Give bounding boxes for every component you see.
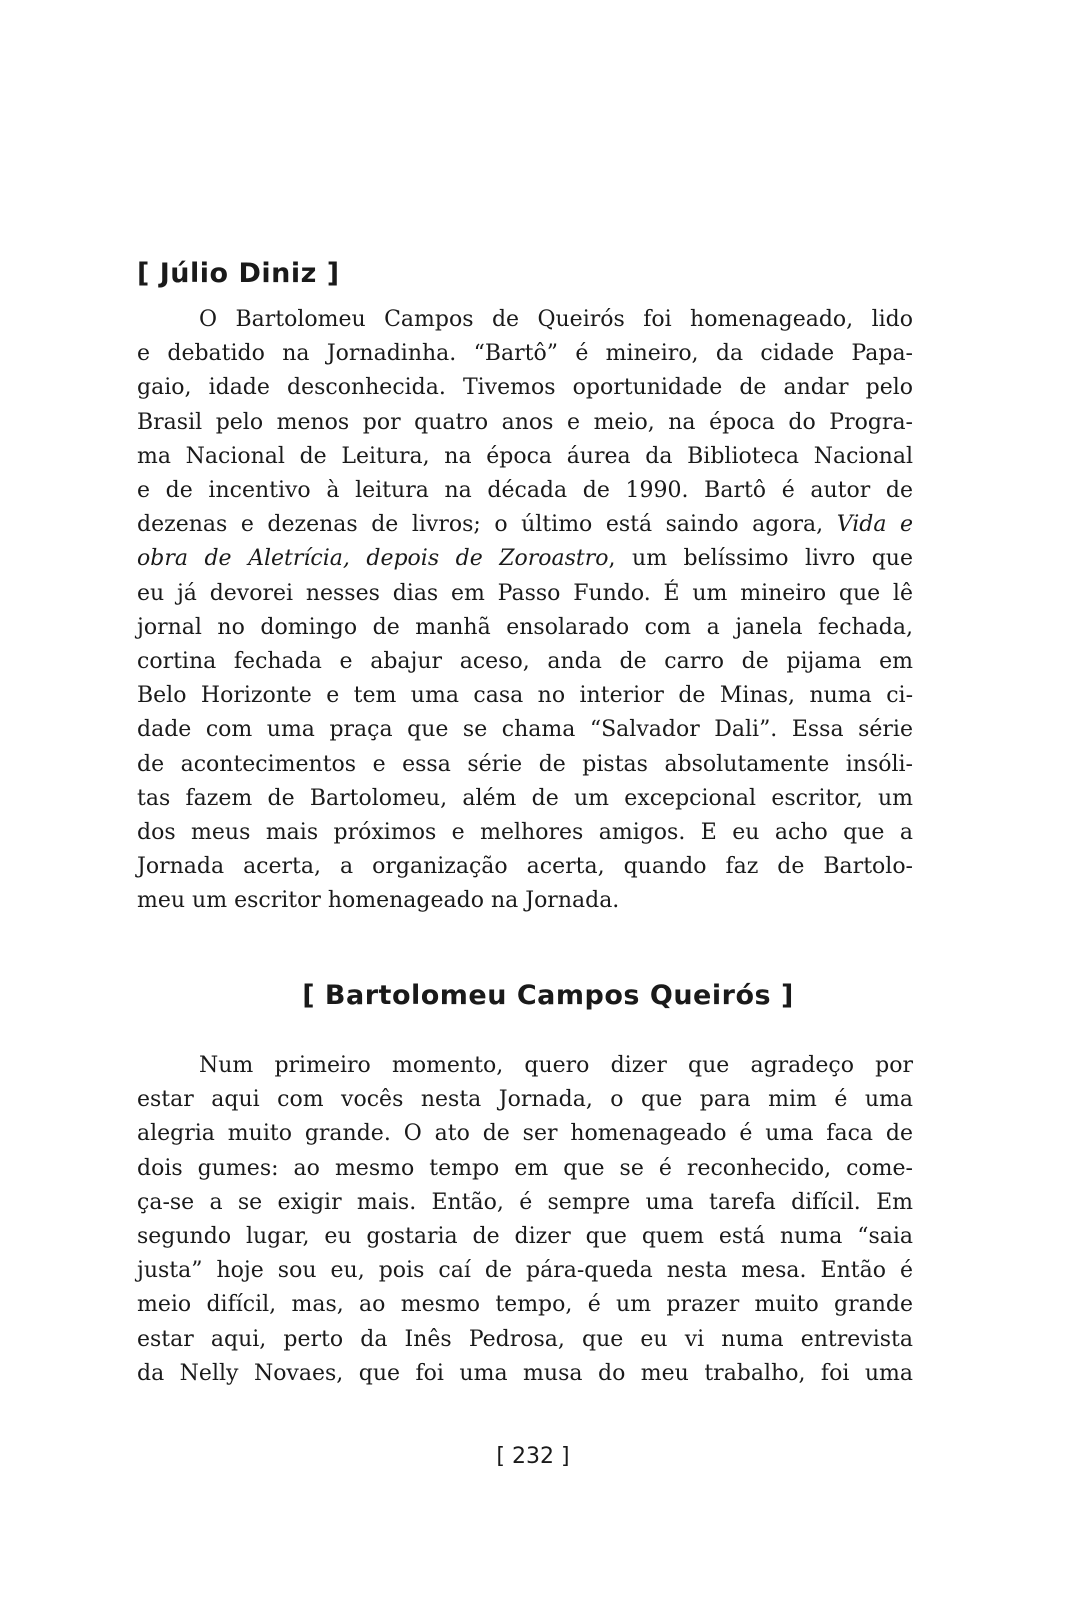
- speaker-heading-bartolomeu: [ Bartolomeu Campos Queirós ]: [302, 980, 794, 1011]
- text-line-with-title: [137, 542, 913, 576]
- text-line: justa” hoje sou eu, pois caí de pára-queda nesta mesa. Então é: [137, 1258, 913, 1284]
- text-line: estar aqui, perto da Inês Pedrosa, que eu vi numa entrevista: [137, 1326, 913, 1352]
- text-line: ma Nacional de Leitura, na época áurea da Biblioteca Nacional: [137, 443, 913, 469]
- book-title-part: Vida e: [836, 512, 914, 538]
- text-line: de acontecimentos e essa série de pistas absolutamente insóli-: [137, 751, 913, 777]
- text-line: jornal no domingo de manhã ensolarado com a janela fechada,: [137, 614, 913, 640]
- text-line: tas fazem de Bartolomeu, além de um excepcional escritor, um: [137, 785, 913, 811]
- text-line: dade com uma praça que se chama “Salvador Dali”. Essa série: [137, 717, 913, 743]
- text-line: Brasil pelo menos por quatro anos e meio, na época do Progra-: [137, 409, 913, 435]
- paragraph-bartolomeu: [137, 1049, 913, 1391]
- text-line: segundo lugar, eu gostaria de dizer que quem está numa “saia: [137, 1224, 913, 1250]
- text-line: alegria muito grande. O ato de ser homenageado é uma faca de: [137, 1121, 913, 1147]
- page-number: [ 232 ]: [496, 1444, 570, 1469]
- text-line: ça-se a se exigir mais. Então, é sempre uma tarefa difícil. Em: [137, 1189, 913, 1215]
- text-segment: , um belíssimo livro que: [608, 546, 913, 572]
- text-line: meu um escritor homenageado na Jornada.: [137, 888, 620, 914]
- paragraph-julio-diniz: [137, 303, 913, 919]
- text-line: e de incentivo à leitura na década de 1990. Bartô é autor de: [137, 478, 913, 504]
- speaker-heading-julio-diniz: [ Júlio Diniz ]: [137, 258, 340, 289]
- text-line: Jornada acerta, a organização acerta, quando faz de Bartolo-: [137, 854, 913, 880]
- text-line: Belo Horizonte e tem uma casa no interior de Minas, numa ci-: [137, 683, 913, 709]
- text-line: eu já devorei nesses dias em Passo Fundo. É um mineiro que lê: [137, 580, 913, 606]
- text-line: meio difícil, mas, ao mesmo tempo, é um prazer muito grande: [137, 1292, 913, 1318]
- text-line: Num primeiro momento, quero dizer que agradeço por: [199, 1053, 913, 1078]
- text-line: dois gumes: ao mesmo tempo em que se é reconhecido, come-: [137, 1155, 913, 1181]
- text-line: gaio, idade desconhecida. Tivemos oportunidade de andar pelo: [137, 375, 913, 401]
- text-line: dos meus mais próximos e melhores amigos. E eu acho que a: [137, 820, 913, 846]
- text-line: e debatido na Jornadinha. “Bartô” é mineiro, da cidade Papa-: [137, 341, 913, 367]
- text-line: da Nelly Novaes, que foi uma musa do meu trabalho, foi uma: [137, 1360, 913, 1386]
- text-line: estar aqui com vocês nesta Jornada, o que para mim é uma: [137, 1087, 913, 1113]
- text-line-with-title: [137, 508, 913, 542]
- text-line: cortina fechada e abajur aceso, anda de carro de pijama em: [137, 649, 913, 675]
- text-segment: dezenas e dezenas de livros; o último está saindo agora,: [137, 512, 824, 538]
- book-title-part: obra de Aletrícia, depois de Zoroastro: [137, 546, 609, 572]
- text-line: O Bartolomeu Campos de Queirós foi homenageado, lido: [199, 307, 913, 332]
